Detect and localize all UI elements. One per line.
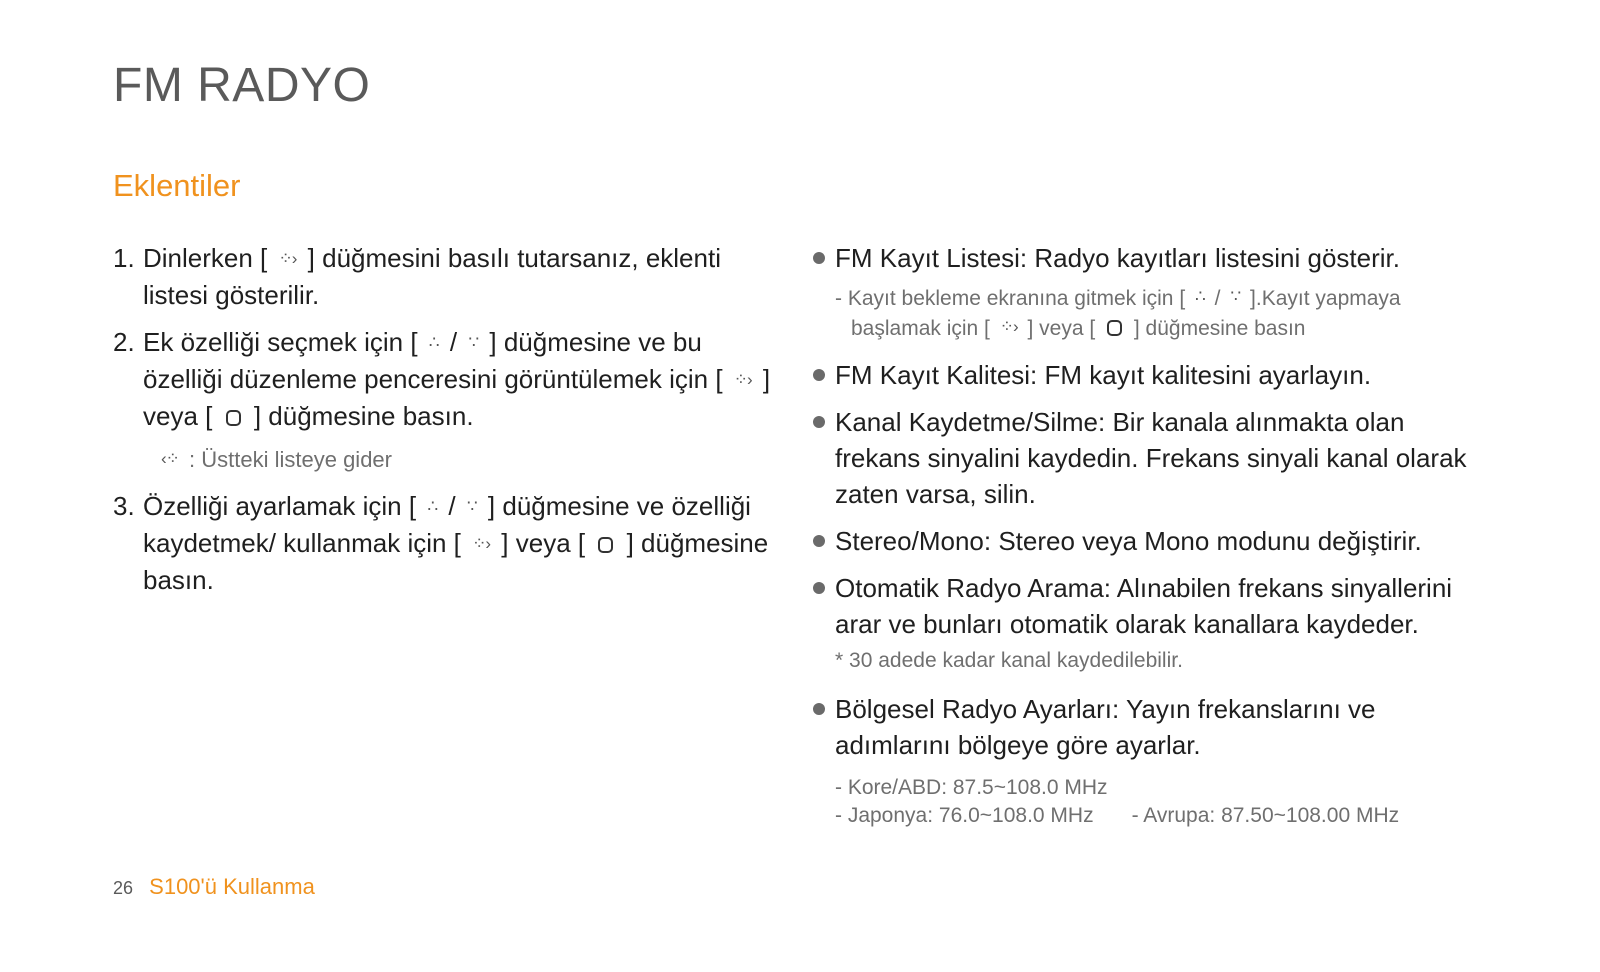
asterisk-icon: * bbox=[835, 649, 844, 672]
right-key-icon: ⁘› bbox=[278, 249, 297, 268]
freq-row bbox=[835, 802, 1492, 830]
bullet-stereo-mono: Stereo/Mono: Stereo veya Mono modunu değiştirir. bbox=[812, 523, 1492, 559]
freq-europe: - Avrupa: 87.50~108.00 MHz bbox=[1131, 804, 1400, 827]
bullet-channel-save-delete: Kanal Kaydetme/Silme: Bir kanala alınmakta olan frekans sinyalini kaydedin. Frekans sinyali kanal olarak zaten varsa, silin. bbox=[812, 404, 1492, 512]
bullet-dot bbox=[812, 240, 835, 276]
select-button-icon bbox=[1107, 320, 1122, 336]
left-column bbox=[113, 240, 773, 609]
channel-limit-note: * 30 adede kadar kanal kaydedilebilir. bbox=[835, 649, 1183, 672]
bullet-dot bbox=[812, 357, 835, 393]
bullet-regional-settings: Bölgesel Radyo Ayarları: Yayın frekanslarını ve adımlarını bölgeye göre ayarlar. bbox=[812, 691, 1492, 763]
step-number: 3. bbox=[113, 491, 135, 521]
footer-label: S100'ü Kullanma bbox=[149, 874, 315, 899]
freq-japan: - Japonya: 76.0~108.0 MHz bbox=[835, 804, 1094, 827]
step-3 bbox=[113, 488, 773, 598]
step-2 bbox=[113, 324, 773, 434]
bullet-dot bbox=[812, 570, 835, 642]
page-title: FM RADYO bbox=[113, 59, 371, 112]
back-note: ‹⁘ : Üstteki listeye gider bbox=[161, 447, 392, 472]
bullet-auto-search: Otomatik Radyo Arama: Alınabilen frekans sinyallerini arar ve bunları otomatik olarak kanallara kaydeder. bbox=[812, 570, 1492, 642]
step-text: Özelliği ayarlamak için [ ∴ / ∵ ] düğmesine ve özelliği kaydetmek/ kullanmak için [ ⁘› ] veya [ ] düğmesine basın. bbox=[143, 491, 769, 595]
down-key-icon: ∵ bbox=[1230, 287, 1241, 306]
right-column bbox=[812, 240, 1492, 830]
freq-korea: - Kore/ABD: 87.5~108.0 MHz bbox=[835, 776, 1108, 799]
record-list-note: - Kayıt bekleme ekranına gitmek için [ ∴ / ∵ ].Kayıt yapmaya başlamak için [ ⁘› ] veya [ ] düğmesine basın bbox=[835, 283, 1492, 343]
up-key-icon: ∴ bbox=[427, 497, 438, 516]
step-text: Ek özelliği seçmek için [ ∴ / ∵ ] düğmesine ve bu özelliği düzenleme penceresini görüntülemek için [ ⁘› ] veya [ ] düğmesine basın. bbox=[143, 327, 771, 431]
bullet-dot bbox=[812, 404, 835, 512]
bullet-fm-record-quality: FM Kayıt Kalitesi: FM kayıt kalitesini ayarlayın. bbox=[812, 357, 1492, 393]
step-text: Dinlerken [ ⁘› ] düğmesini basılı tutarsanız, eklenti listesi gösterilir. bbox=[143, 243, 721, 310]
left-key-icon: ‹⁘ bbox=[161, 449, 179, 468]
right-key-icon: ⁘› bbox=[472, 534, 491, 553]
up-key-icon: ∴ bbox=[428, 333, 439, 352]
step-number: 1. bbox=[113, 243, 135, 273]
right-key-icon: ⁘› bbox=[999, 317, 1018, 336]
select-button-icon bbox=[598, 537, 613, 553]
section-title: Eklentiler bbox=[113, 168, 241, 203]
right-key-icon: ⁘› bbox=[733, 370, 752, 389]
up-key-icon: ∴ bbox=[1195, 287, 1205, 306]
down-key-icon: ∵ bbox=[468, 333, 479, 352]
bullet-dot bbox=[812, 523, 835, 559]
bullet-fm-record-list: FM Kayıt Listesi: Radyo kayıtları listesini gösterir. bbox=[812, 240, 1492, 276]
step-number: 2. bbox=[113, 327, 135, 357]
page-footer bbox=[113, 874, 315, 900]
page-number: 26 bbox=[113, 878, 134, 898]
down-key-icon: ∵ bbox=[466, 497, 477, 516]
select-button-icon bbox=[226, 410, 241, 426]
bullet-dot bbox=[812, 691, 835, 763]
step-1 bbox=[113, 240, 773, 313]
